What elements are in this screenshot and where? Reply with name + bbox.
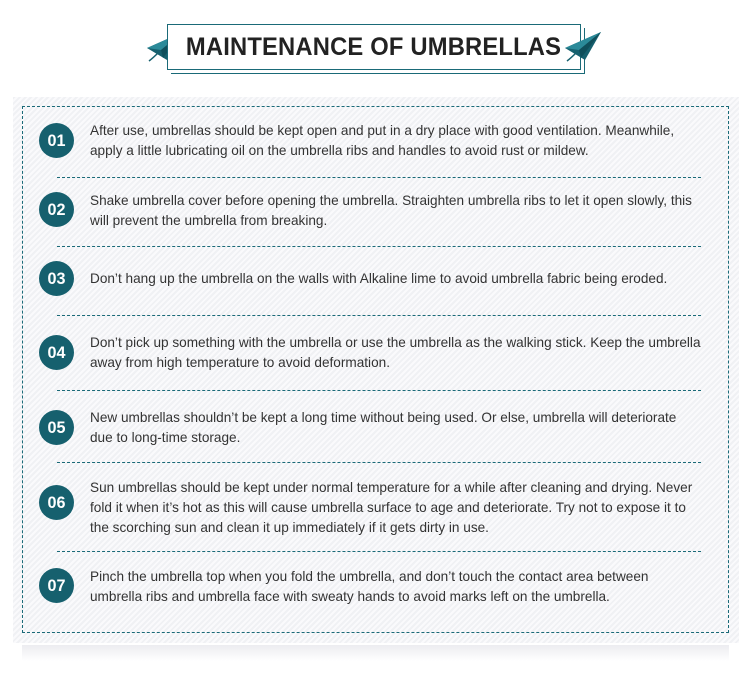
panel-shadow — [22, 645, 729, 661]
item-divider — [57, 177, 701, 178]
step-badge: 04 — [39, 335, 74, 370]
step-text: Don’t pick up something with the umbrella or use the umbrella as the walking stick. Keep the umbrella away from high temperature to avoid deformation. — [90, 335, 701, 370]
title-banner — [167, 24, 581, 70]
paper-plane-icon — [563, 30, 603, 64]
item-divider — [57, 390, 701, 391]
step-badge: 02 — [39, 192, 74, 227]
step-badge: 03 — [39, 261, 74, 296]
step-badge: 05 — [39, 410, 74, 445]
step-badge: 06 — [39, 485, 74, 520]
item-divider — [57, 462, 701, 463]
step-text: Sun umbrellas should be kept under normal temperature for a while after cleaning and drying. Never fold it when it’s hot as this will cause umbrella surface to age and deteriorate. Try not to expose it to the scorching sun and clean it up immediately if it gets dirty in use. — [90, 480, 693, 535]
step-text: After use, umbrellas should be kept open and put in a dry place with good ventilation. Meanwhile, apply a little lubricating oil on the umbrella ribs and handles to avoid rust or mildew. — [90, 123, 675, 158]
step-text: Pinch the umbrella top when you fold the umbrella, and don’t touch the contact area between umbrella ribs and umbrella face with sweaty hands to avoid marks left on the umbrella. — [90, 569, 649, 604]
step-text: Shake umbrella cover before opening the umbrella. Straighten umbrella ribs to let it open slowly, this will prevent the umbrella from breaking. — [90, 193, 692, 228]
step-text: New umbrellas shouldn’t be kept a long time without being used. Or else, umbrella will deteriorate due to long-time storage. — [90, 410, 677, 445]
item-divider — [57, 246, 701, 247]
item-divider — [57, 551, 701, 552]
page-title: MAINTENANCE OF UMBRELLAS — [186, 32, 562, 61]
step-badge: 07 — [39, 568, 74, 603]
step-badge: 01 — [39, 123, 74, 158]
step-text: Don’t hang up the umbrella on the walls with Alkaline lime to avoid umbrella fabric being eroded. — [90, 271, 668, 286]
item-divider — [57, 315, 701, 316]
